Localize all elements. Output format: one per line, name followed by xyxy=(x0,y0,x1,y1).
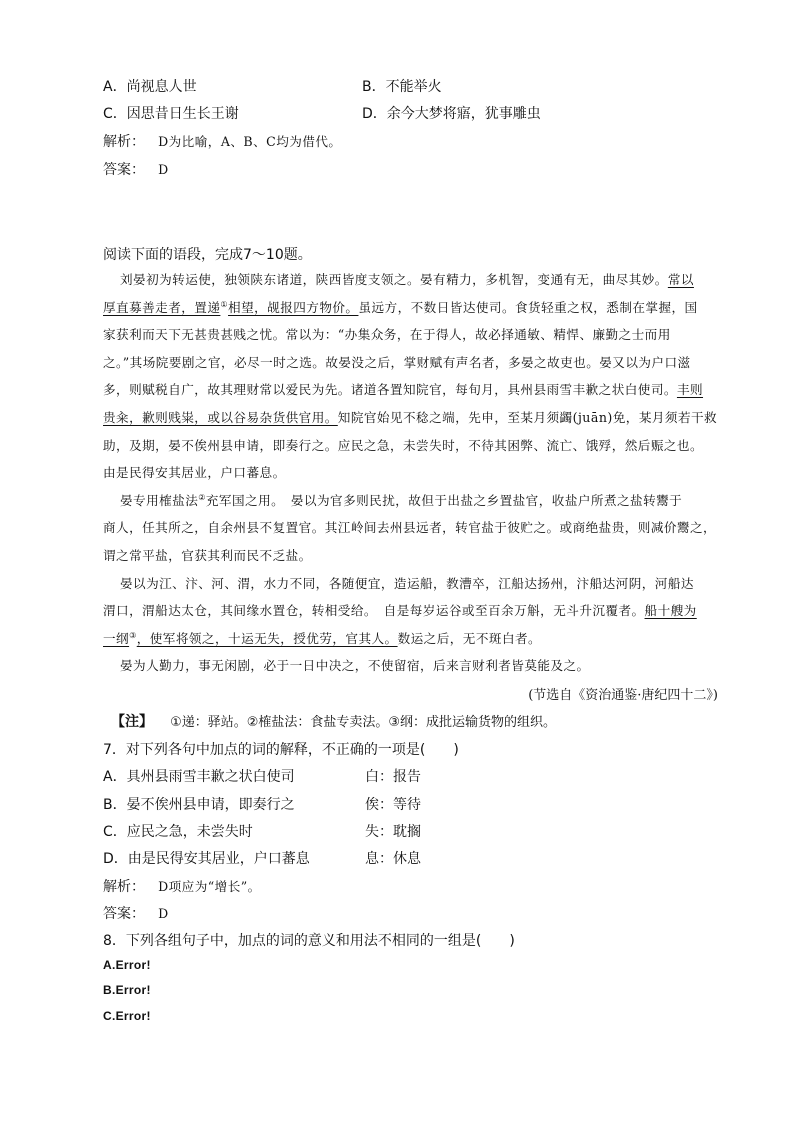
q8-stem: 8．下列各组句子中，加点的词的意义和用法不相同的一组是( ) xyxy=(103,933,515,949)
passage-line xyxy=(103,297,698,316)
q7-answer-label: 答案： xyxy=(103,906,145,922)
passage-text: 之。”其场院要剧之官，必尽一时之选。故晏没之后，掌财赋有声名者，多晏之故吏也。晏又以为户口滋 xyxy=(103,355,691,370)
passage-text: 充军国之用。 晏以为官多则民扰，故但于出盐之乡置盐官，收盐户所煮之盐转鬻于 xyxy=(205,493,683,508)
passage-text: 渭口，渭船达太仓，其间缘水置仓，转相受给。 自是每岁运谷或至百余万斛，无斗升沉覆者。 xyxy=(103,603,645,618)
passage-text: 助，及期，晏不俟州县申请，即奏行之。应民之急，未尝失时，不待其困弊、流亡、饿殍，然后赈之也。 xyxy=(103,438,704,453)
passage-line xyxy=(120,269,694,288)
q7-option-c: C．应民之急，未尝失时 xyxy=(103,824,253,840)
passage-line xyxy=(120,490,682,509)
footnote-marker: ① xyxy=(220,299,229,309)
passage-line xyxy=(120,655,590,674)
q6-option-c: C．因思昔日生长王谢 xyxy=(103,106,239,122)
passage-text: 刘晏初为转运使，独领陕东诸道，陕西皆度支领之。晏有精力，多机智，变通有无，曲尽其妙。 xyxy=(120,272,668,287)
passage-text: 家获利而天下无甚贵甚贱之忧。常以为：“办集众务，在于得人，故必择通敏、精悍、廉勤之士而用 xyxy=(103,327,671,342)
q7-option-d-gloss: 息：休息 xyxy=(365,851,421,867)
passage-text: 晏专用榷盐法 xyxy=(120,493,199,508)
underlined-text: 常以 xyxy=(667,272,694,287)
underlined-text: ，使军将领之，十运无失，授优劳，官其人。 xyxy=(136,631,398,646)
passage-line xyxy=(103,379,703,398)
footnote xyxy=(111,711,556,731)
passage-line xyxy=(103,545,312,564)
q7-option-c-gloss: 失：耽搁 xyxy=(365,824,421,840)
passage-text: 多，则赋税自广，故其理财常以爱民为先。诸道各置知院官，每旬月，具州县雨雪丰歉之状白使司。 xyxy=(103,382,677,397)
q7-answer xyxy=(103,903,169,923)
passage-text: 晏为人勤力，事无闲剧，必于一日中决之，不使留宿，后来言财利者皆莫能及之。 xyxy=(120,658,590,673)
underlined-text: 一纲 xyxy=(103,631,130,646)
underlined-text: 贵籴，歉则贱粜，或以谷易杂货供官用。 xyxy=(103,410,338,425)
q7-option-a-gloss: 白：报告 xyxy=(365,769,421,785)
q6-option-a: A．尚视息人世 xyxy=(103,79,197,95)
q6-analysis-text: D为比喻，A、B、C均为借代。 xyxy=(158,134,342,149)
passage-line xyxy=(103,407,717,426)
passage-line xyxy=(103,517,716,536)
footnote-text: ①递：驿站。②榷盐法：食盐专卖法。③纲：成批运输货物的组织。 xyxy=(170,715,557,730)
passage-intro: 阅读下面的语段，完成7～10题。 xyxy=(103,247,312,263)
passage-line xyxy=(103,435,703,454)
q6-answer xyxy=(103,159,169,179)
passage-line xyxy=(103,352,691,371)
q7-answer-text: D xyxy=(158,906,169,921)
footnote-marker: ③ xyxy=(129,630,137,640)
passage-line xyxy=(120,573,694,592)
q8-option-a: A.Error! xyxy=(103,958,151,972)
q7-option-d: D．由是民得安其居业，户口蕃息 xyxy=(103,851,310,867)
q7-option-a: A．具州县雨雪丰歉之状白使司 xyxy=(103,769,295,785)
underlined-text: 相望，觇报四方物价。 xyxy=(228,300,359,315)
passage-source: (节选自《资治通鉴·唐纪四十二》) xyxy=(528,688,718,703)
q7-analysis-label: 解析： xyxy=(103,879,145,895)
passage-line xyxy=(103,324,671,343)
passage-text: 商人，任其所之，自余州县不复置官。其江岭间去州县远者，转官盐于彼贮之。或商绝盐贵，则减价鬻之， xyxy=(103,520,717,535)
q6-analysis xyxy=(103,131,341,151)
q7-analysis-text: D项应为“增长”。 xyxy=(158,879,261,894)
passage-line xyxy=(103,462,286,481)
passage-text: 虽远方，不数日皆达使司。食货轻重之权，悉制在掌握，国 xyxy=(358,300,698,315)
passage-text: 知院官始见不稔之端，先申，至某月须蠲(juān)免，某月须若干救 xyxy=(337,410,718,425)
q6-answer-text: D xyxy=(158,162,169,177)
q7-option-b-gloss: 俟：等待 xyxy=(365,797,421,813)
q7-analysis xyxy=(103,876,261,896)
q6-option-d: D．余今大梦将寤，犹事雕虫 xyxy=(362,106,541,122)
underlined-text: 船十艘为 xyxy=(644,603,697,618)
q6-option-b: B．不能举火 xyxy=(362,79,442,95)
passage-text: 数运之后，无不斑白者。 xyxy=(397,631,542,646)
passage-line xyxy=(103,600,697,619)
underlined-text: 丰则 xyxy=(676,382,704,397)
q6-analysis-label: 解析： xyxy=(103,134,145,150)
q8-option-b: B.Error! xyxy=(103,983,151,997)
footnote-label: 【注】 xyxy=(111,714,153,730)
passage-text: 谓之常平盐，官获其利而民不乏盐。 xyxy=(103,548,312,563)
passage-line xyxy=(103,628,541,647)
q8-option-c: C.Error! xyxy=(103,1009,151,1023)
q7-stem: 7．对下列各句中加点的词的解释，不正确的一项是( ) xyxy=(103,742,459,758)
footnote-marker: ② xyxy=(198,492,206,502)
q6-answer-label: 答案： xyxy=(103,162,145,178)
q7-option-b: B．晏不俟州县申请，即奏行之 xyxy=(103,797,295,813)
passage-text: 由是民得安其居业，户口蕃息。 xyxy=(103,465,286,480)
underlined-text: 厚直募善走者，置递 xyxy=(103,300,221,315)
passage-text: 晏以为江、汴、河、渭，水力不同，各随便宜，造运船，教漕卒，江船达扬州，汴船达河阴，河船达 xyxy=(120,576,694,591)
